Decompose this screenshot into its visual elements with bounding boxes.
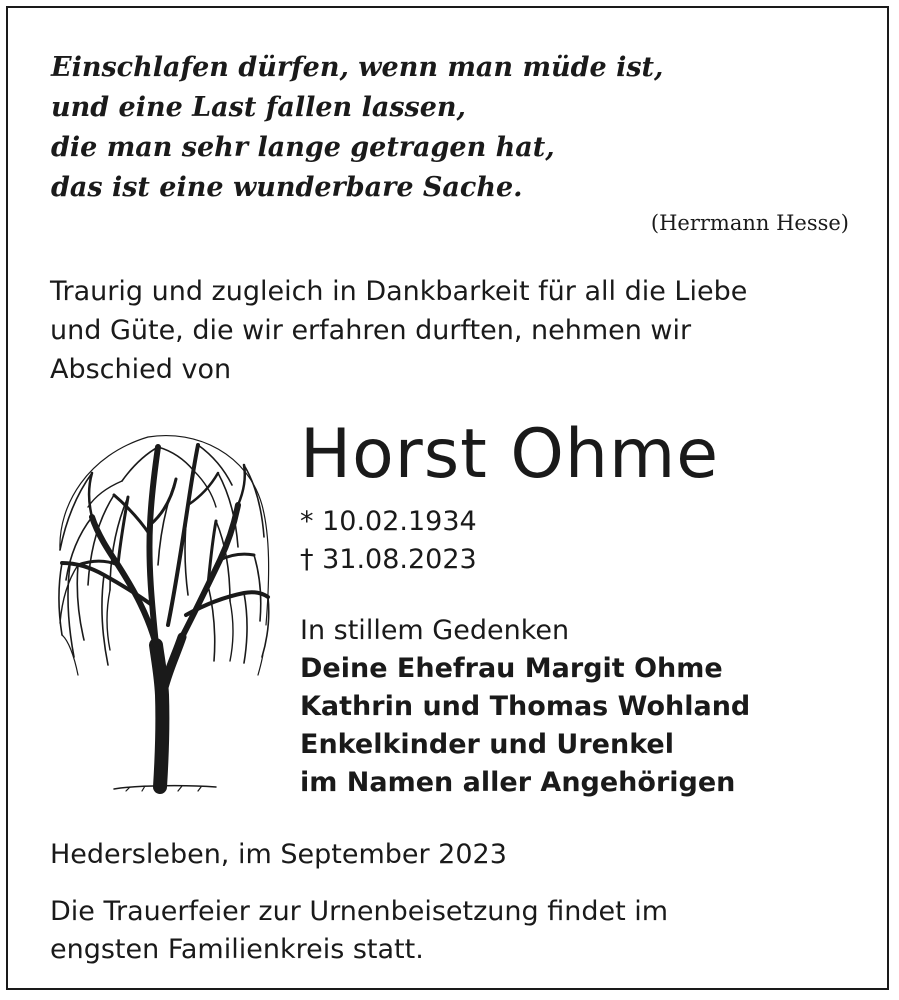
poem-line: Einschlafen dürfen, wenn man müde ist, <box>51 52 664 83</box>
poem-quote <box>51 48 663 208</box>
mourner-line: Deine Ehefrau Margit Ohme <box>300 653 723 684</box>
poem-line: die man sehr lange getragen hat, <box>51 132 555 163</box>
life-dates <box>300 503 477 579</box>
intro-line: und Güte, die wir erfahren durften, nehmen wir <box>50 315 692 346</box>
mourner-line: Enkelkinder und Urenkel <box>300 729 674 760</box>
ceremony-line: Die Trauerfeier zur Urnenbeisetzung findet im <box>50 896 669 927</box>
mourner-line: im Namen aller Angehörigen <box>300 767 736 798</box>
ceremony-note <box>50 893 668 969</box>
intro-text <box>50 272 747 389</box>
intro-line: Abschied von <box>50 354 232 385</box>
mourner-line: Kathrin und Thomas Wohland <box>300 691 751 722</box>
intro-line: Traurig und zugleich in Dankbarkeit für all die Liebe <box>50 276 748 307</box>
mourners-list <box>300 650 750 802</box>
poem-line: und eine Last fallen lassen, <box>51 92 466 123</box>
weeping-willow-tree-icon <box>48 425 273 795</box>
ceremony-line: engsten Familienkreis statt. <box>50 934 424 965</box>
place-date: Hedersleben, im September 2023 <box>50 839 507 870</box>
deceased-name: Horst Ohme <box>300 415 720 494</box>
death-date: † 31.08.2023 <box>300 544 477 575</box>
memorial-intro: In stillem Gedenken <box>300 615 570 646</box>
poem-line: das ist eine wunderbare Sache. <box>51 172 523 203</box>
birth-date: * 10.02.1934 <box>300 506 477 537</box>
poem-author: (Herrmann Hesse) <box>650 211 849 235</box>
